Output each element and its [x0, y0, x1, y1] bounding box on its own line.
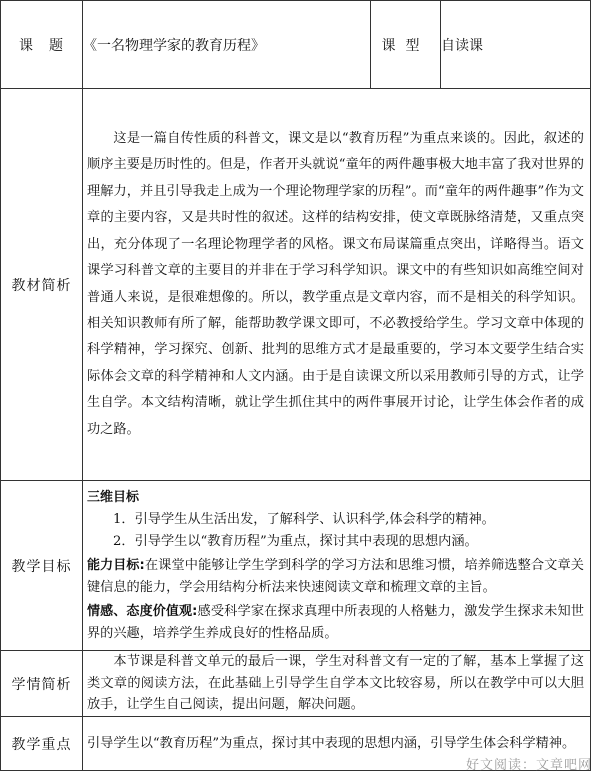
material-analysis-label: 教材简析: [1, 89, 83, 481]
header-row: [1, 1, 591, 89]
goal-item-2: 2．引导学生以“教育历程”为重点，探讨其中表现的思想内涵。: [113, 533, 478, 549]
goals-heading: 三维目标: [87, 489, 140, 505]
teaching-focus-label: 教学重点: [1, 717, 83, 771]
ability-text: 在课堂中能够让学生学到科学的学习方法和思维习惯，培养筛选整合文章关键信息的能力，学会用结构分析法来快速阅读文章和梳理文章的主旨。: [87, 557, 584, 595]
lesson-label: 课 题: [1, 1, 83, 89]
teaching-goals-content: [83, 485, 590, 647]
teaching-goals-label: 教学目标: [1, 481, 83, 651]
ability-goal: [87, 555, 584, 599]
teaching-goals-cell: [83, 481, 591, 651]
teaching-goals-row: [1, 481, 591, 651]
student-analysis-row: [1, 651, 591, 717]
type-label: 课型: [371, 1, 441, 89]
goal-item-1: 1．引导学生从生活出发，了解科学、认识科学,体会科学的精神。: [113, 511, 495, 527]
material-analysis-cell: [83, 89, 591, 481]
ability-label: 能力目标:: [87, 557, 145, 573]
lesson-title: 《一名物理学家的教育历程》: [83, 1, 371, 89]
material-analysis-row: [1, 89, 591, 481]
teaching-focus-text: 引导学生以“教育历程”为重点，探讨其中表现的思想内涵，引导学生体会科学精神。: [87, 735, 576, 751]
emotion-label: 情感、态度价值观:: [87, 603, 198, 619]
watermark: 好文阅读：文章吧网: [465, 758, 592, 773]
material-analysis-text: 这是一篇自传性质的科普文，课文是以“教育历程”为重点来谈的。因此，叙述的顺序主要是历时性的。但是，作者开头就说“童年的两件趣事极大地丰富了我对世界的理解力，并且引导我走上成为一个理论物理学家的历程”。而“童年的两件趣事”作为文章的主要内容，又是共时性的叙述。这样的结构安排，使文章既脉络清楚，又重点突出，充分体现了一名理论物理学者的风格。课文布局谋篇重点突出，详略得当。语文课学习科普文章的主要目的并非在于学习科学知识。课文中的有些知识如高维空间对普通人来说，是很难想像的。所以，教学重点是文章内容，而不是相关的科学知识。相关知识教师有所了解，能帮助教学课文即可，不必教授给学生。学习文章中体现的科学精神，学习探究、创新、批判的思维方式才是最重要的，学习本文要学生结合实际体会文章的科学精神和人文内涵。由于是自读课文所以采用教师引导的方式，让学生自学。本文结构清晰，就让学生抓住其中的两件事展开讨论，让学生体会作者的成功之路。: [87, 131, 584, 437]
type-value: 自读课: [441, 1, 591, 89]
emotion-goal: [87, 601, 584, 645]
student-analysis-label: 学情简析: [1, 651, 83, 717]
student-analysis-text: 本节课是科普文单元的最后一课，学生对科普文有一定的了解，基本上掌握了这类文章的阅读方法，在此基础上引导学生自学本文比较容易，所以在教学中可以大胆放手，让学生自己阅读，提出问题，解决问题。: [87, 654, 584, 713]
student-analysis-cell: [83, 651, 591, 717]
emotion-text: 感受科学家在探求真理中所表现的人格魅力，激发学生探求未知世界的兴趣，培养学生养成良好的性格品质。: [87, 603, 584, 641]
